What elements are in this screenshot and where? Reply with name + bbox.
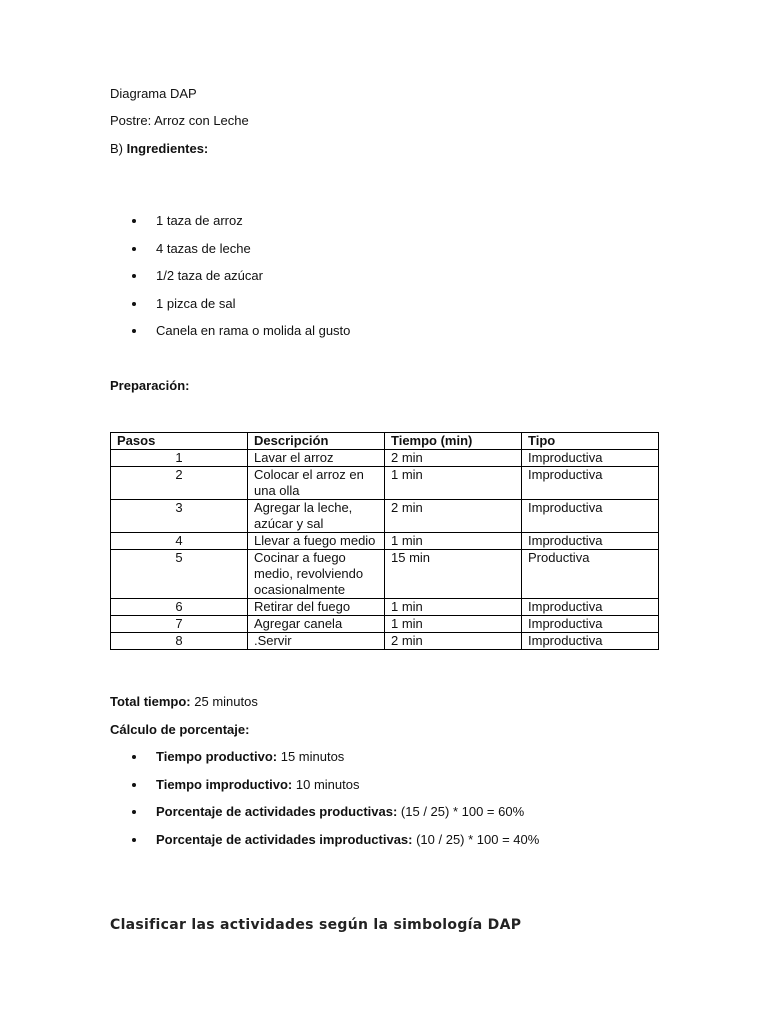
- cell-tiempo: 2 min: [385, 500, 522, 533]
- cell-tipo: Improductiva: [522, 500, 659, 533]
- calc-item-value: (10 / 25) * 100 = 40%: [412, 831, 540, 847]
- calc-item-value: 10 minutos: [292, 776, 360, 792]
- table-row: [111, 467, 659, 500]
- table-header-row: [111, 433, 659, 450]
- cell-paso: 5: [111, 550, 248, 599]
- cell-tipo: Improductiva: [522, 616, 659, 633]
- calc-item-value: 15 minutos: [277, 749, 345, 764]
- table-row: [111, 550, 659, 599]
- calc-label: Cálculo de porcentaje:: [110, 722, 250, 737]
- table-row: [111, 450, 659, 467]
- list-item: Canela en rama o molida al gusto: [110, 323, 670, 339]
- cell-paso: 1: [111, 450, 248, 467]
- list-item: 1/2 taza de azúcar: [110, 268, 670, 284]
- cell-tiempo: 15 min: [385, 550, 522, 599]
- cell-desc: Lavar el arroz: [248, 450, 385, 467]
- section-heading: Clasificar las actividades según la simbología DAP: [110, 917, 522, 933]
- document-title: Diagrama DAP: [110, 86, 197, 101]
- calc-list: [110, 749, 670, 859]
- cell-desc: Agregar canela: [248, 616, 385, 633]
- list-item: 1 taza de arroz: [110, 213, 670, 229]
- ingredients-label: Ingredientes:: [126, 141, 209, 156]
- table-row: [111, 533, 659, 550]
- cell-tiempo: 1 min: [385, 616, 522, 633]
- list-item: 4 tazas de leche: [110, 241, 670, 257]
- cell-tipo: Improductiva: [522, 633, 659, 650]
- calc-item-value: (15 / 25) * 100 = 60%: [397, 804, 525, 819]
- cell-desc: Retirar del fuego: [248, 599, 385, 616]
- cell-paso: 6: [111, 599, 248, 616]
- list-item: [110, 777, 670, 793]
- cell-paso: 3: [111, 500, 248, 533]
- cell-tipo: Improductiva: [522, 599, 659, 616]
- cell-tipo: Improductiva: [522, 467, 659, 500]
- header-tipo: Tipo: [522, 433, 659, 450]
- total-label: Total tiempo:: [110, 694, 191, 709]
- cell-tipo: Improductiva: [522, 533, 659, 550]
- cell-tipo: Improductiva: [522, 450, 659, 467]
- list-item: [110, 749, 670, 765]
- preparation-label: Preparación:: [110, 378, 190, 393]
- list-item: [110, 832, 670, 848]
- cell-tiempo: 1 min: [385, 599, 522, 616]
- ingredients-list: [110, 213, 670, 351]
- cell-desc: Colocar el arroz en una olla: [248, 467, 385, 500]
- ingredients-prefix: B): [110, 141, 127, 156]
- header-pasos: Pasos: [111, 433, 248, 450]
- list-item: [110, 804, 670, 820]
- ingredients-heading: [110, 141, 208, 157]
- cell-desc: Llevar a fuego medio: [248, 533, 385, 550]
- cell-desc: .Servir: [248, 633, 385, 650]
- preparation-heading: [110, 378, 189, 394]
- calc-item-label: Tiempo productivo:: [156, 749, 278, 764]
- table-row: [111, 616, 659, 633]
- cell-tiempo: 2 min: [385, 633, 522, 650]
- header-descripcion: Descripción: [248, 433, 385, 450]
- cell-tiempo: 1 min: [385, 533, 522, 550]
- cell-desc: Agregar la leche, azúcar y sal: [248, 500, 385, 533]
- calc-heading: [110, 722, 249, 738]
- steps-table: [110, 432, 659, 650]
- calc-item-label: Porcentaje de actividades productivas:: [156, 804, 398, 819]
- table-row: [111, 500, 659, 533]
- cell-tiempo: 1 min: [385, 467, 522, 500]
- total-time-line: [110, 694, 258, 710]
- table-row: [111, 599, 659, 616]
- calc-item-label: Tiempo improductivo:: [156, 776, 293, 792]
- cell-paso: 2: [111, 467, 248, 500]
- cell-tiempo: 2 min: [385, 450, 522, 467]
- cell-paso: 4: [111, 533, 248, 550]
- total-value: 25 minutos: [190, 694, 258, 709]
- cell-tipo: Productiva: [522, 550, 659, 599]
- calc-item-label: Porcentaje de actividades improductivas:: [156, 831, 413, 847]
- cell-desc: Cocinar a fuego medio, revolviendo ocasionalmente: [248, 550, 385, 599]
- cell-paso: 7: [111, 616, 248, 633]
- table-row: [111, 633, 659, 650]
- header-tiempo: Tiempo (min): [385, 433, 522, 450]
- dessert-line: Postre: Arroz con Leche: [110, 113, 249, 128]
- list-item: 1 pizca de sal: [110, 296, 670, 312]
- cell-paso: 8: [111, 633, 248, 650]
